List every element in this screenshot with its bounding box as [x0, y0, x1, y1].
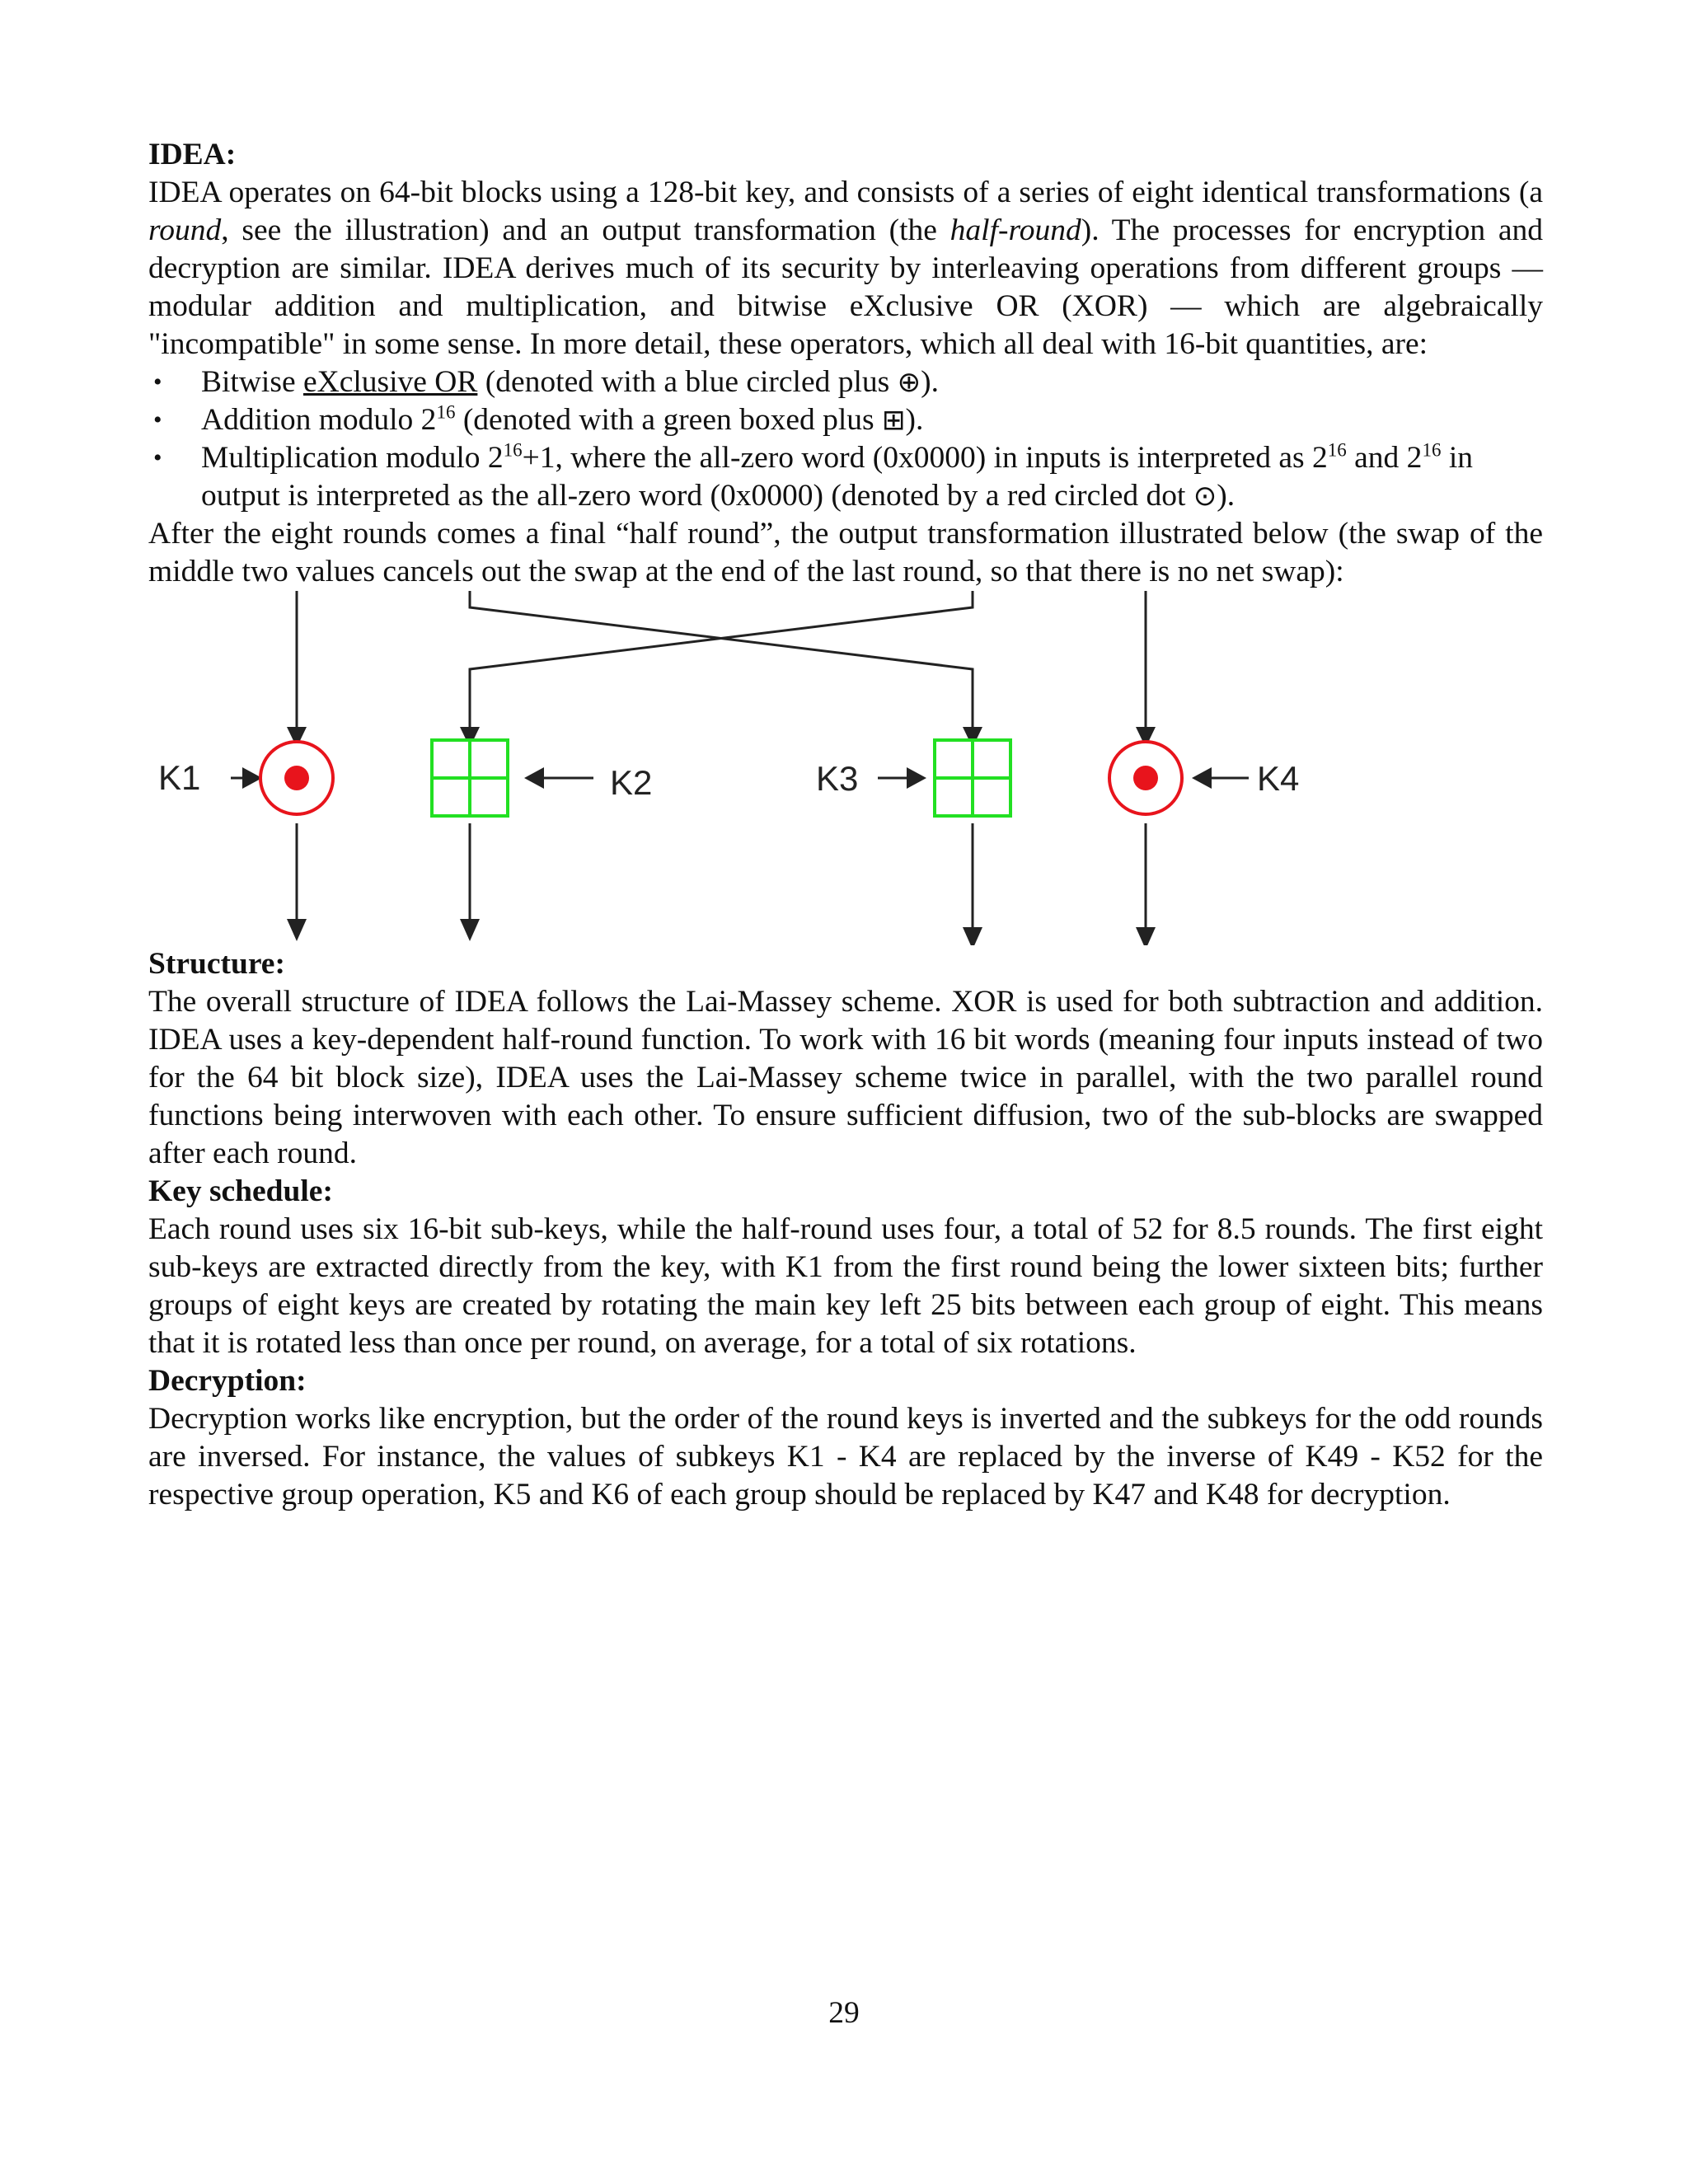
mult-text-pre: Multiplication modulo 2 [201, 441, 504, 475]
decryption-paragraph: Decryption works like encryption, but the order of the round keys is inverted and the subkeys for the odd rounds are inversed. For instance, the values of subkeys K1 - K4 are replaced by the inverse of K49 - K52 for the respective group operation, K5 and K6 of each group should be replaced by K47 and K48 for decryption. [148, 1402, 1543, 1511]
decryption-heading: Decryption: [148, 1364, 307, 1398]
mult-exponent-1: 16 [503, 439, 523, 461]
xor-text-post: (denoted with a blue circled plus [477, 365, 898, 399]
wire-3-swap [470, 591, 973, 733]
mult-text-mid3: in output is interpreted as the all-zero word (0x0000) (denoted by a red circled dot [201, 441, 1473, 513]
key-schedule-heading: Key schedule: [148, 1174, 333, 1208]
intro-round-term: round [148, 213, 222, 247]
idea-intro-paragraph [148, 174, 1543, 363]
after-rounds-paragraph: After the eight rounds comes a final “half round”, the output transformation illustrated below (the swap of the middle two values cancels out the swap at the end of the last round, so that there is no net swap): [148, 517, 1543, 588]
intro-text-1: IDEA operates on 64-bit blocks using a 128-bit key, and consists of a series of eight identical transformations (a [148, 176, 1543, 209]
addition-text-pre: Addition modulo 2 [201, 403, 437, 437]
operator-list [148, 363, 1543, 515]
k4-label: K4 [1257, 759, 1300, 798]
mult-text-mid2: and 2 [1346, 441, 1423, 475]
arrow-1-out [287, 919, 307, 941]
structure-paragraph: The overall structure of IDEA follows the Lai-Massey scheme. XOR is used for both subtraction and addition. IDEA uses a key-dependent half-round function. To work with 16 bit words (meaning four inputs instead of two for the 64 bit block size), IDEA uses the Lai-Massey scheme twice in parallel, with the two parallel round functions being interwoven with each other. To ensure sufficient diffusion, two of the sub-blocks are swapped after each round. [148, 985, 1543, 1170]
add-node-2 [432, 740, 508, 816]
intro-text-2: , see the illustration) and an output transformation (the [221, 213, 950, 247]
k2-label: K2 [610, 763, 653, 802]
arrow-k3 [907, 767, 926, 789]
arrow-2-out [460, 919, 480, 941]
intro-half-round-term: half-round [950, 213, 1081, 247]
add-node-3 [935, 740, 1010, 816]
wire-2-swap [470, 591, 973, 733]
xor-link[interactable]: eXclusive OR [302, 365, 478, 399]
bullet-icon: • [153, 406, 162, 434]
structure-heading: Structure: [148, 947, 285, 981]
mult-node-4 [1109, 742, 1182, 814]
arrow-4-out [1136, 927, 1156, 945]
arrow-k2 [524, 767, 544, 789]
intro-text-3: ). The processes for encryption and decryption are similar. IDEA derives much of its security by interleaving operations from different groups — modular addition and multiplication, and bitwise eXclusive OR (XOR) — which are algebraically "incompatible" in some sense. In more detail, these operators, which all deal with 16-bit quantities, are: [148, 213, 1543, 361]
arrow-k4 [1192, 767, 1212, 789]
mult-text-mid1: +1, where the all-zero word (0x0000) in inputs is interpreted as 2 [522, 441, 1328, 475]
addition-text-post: (denoted with a green boxed plus [455, 403, 883, 437]
list-item-multiplication [148, 439, 1543, 515]
addition-exponent: 16 [436, 401, 456, 423]
xor-text-pre: Bitwise [201, 365, 303, 399]
key-schedule-paragraph: Each round uses six 16-bit sub-keys, while the half-round uses four, a total of 52 for 8.5 rounds. The first eight sub-keys are extracted directly from the key, with K1 from the first round being the lower sixteen bits; further groups of eight keys are created by rotating the main key left 25 bits between each group of eight. This means that it is rotated less than once per round, on average, for a total of six rotations. [148, 1212, 1543, 1360]
list-item-xor [148, 363, 1543, 401]
page-content [148, 136, 1543, 1514]
mult-text-end: ). [1217, 479, 1236, 513]
idea-heading: IDEA: [148, 138, 237, 171]
circled-plus-icon: ⊕ [897, 366, 921, 399]
half-round-diagram [148, 591, 1543, 945]
mult-exponent-2: 16 [1327, 439, 1347, 461]
k3-label: K3 [816, 759, 859, 798]
bullet-icon: • [153, 444, 162, 471]
circled-dot-icon: ⊙ [1193, 480, 1217, 513]
k1-label: K1 [158, 758, 201, 797]
page-number: 29 [828, 1996, 860, 2030]
mult-node-1 [260, 742, 333, 814]
addition-text-end: ). [905, 403, 924, 437]
list-item-addition [148, 401, 1543, 439]
xor-text-end: ). [921, 365, 939, 399]
bullet-icon: • [153, 368, 162, 396]
boxed-plus-icon: ⊞ [882, 404, 906, 437]
mult-exponent-3: 16 [1422, 439, 1442, 461]
arrow-3-out [963, 927, 982, 945]
